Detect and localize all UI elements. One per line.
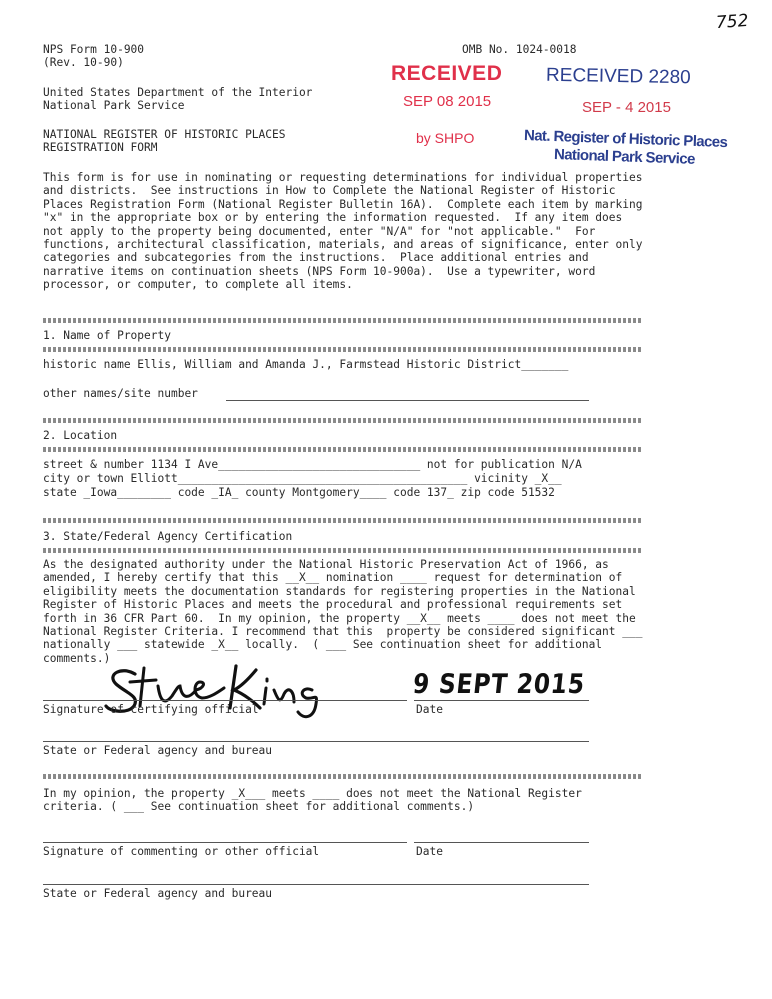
signature-label: Signature of certifying official	[43, 703, 259, 716]
register-title: NATIONAL REGISTER OF HISTORIC PLACES	[43, 128, 286, 141]
certification-paragraph	[43, 558, 642, 665]
certification-line: amended, I hereby certify that this __X__ nomination ____ request for determination of	[43, 571, 623, 585]
certification-line: National Register Criteria. I recommend that this property be considered significant ___	[43, 625, 643, 639]
section2-heading: 2. Location	[43, 429, 118, 442]
nps-stamp-line1: Nat. Register of Historic Places	[523, 127, 728, 152]
section-divider	[43, 418, 643, 423]
section-divider	[43, 318, 643, 323]
instructions-line: processor, or computer, to complete all items.	[43, 278, 353, 292]
instructions-line: narrative items on continuation sheets (NPS Form 10-900a). Use a typewriter, word	[43, 264, 596, 278]
state-field: state _Iowa________ code _IA_ county Montgomery____ code 137_ zip code 51532	[43, 486, 555, 499]
opinion-paragraph	[43, 787, 582, 814]
certification-line: forth in 36 CFR Part 60. In my opinion, the property __X__ meets ____ does not meet the	[43, 611, 636, 625]
certification-line: eligibility meets the documentation standards for registering properties in the National	[43, 584, 636, 598]
instructions-line: categories and subcategories from the instructions. Place additional entries and	[43, 251, 589, 265]
instructions-line: not apply to the property being documented, enter "N/A" for "not applicable." For	[43, 224, 596, 238]
date-label: Date	[416, 703, 443, 716]
agency-line-2	[43, 884, 589, 885]
agency-line	[43, 741, 589, 742]
agency-label: State or Federal agency and bureau	[43, 744, 273, 757]
nps-stamp-title: RECEIVED 2280	[545, 64, 691, 89]
form-revision: (Rev. 10-90)	[43, 56, 124, 69]
shpo-stamp-date: SEP 08 2015	[403, 93, 492, 110]
section-divider	[43, 774, 643, 779]
certifying-date-handwritten: 9 SEPT 2015	[411, 669, 587, 700]
shpo-stamp-title: RECEIVED	[391, 62, 503, 85]
instructions-line: and districts. See instructions in How to Complete the National Register of Historic	[43, 184, 616, 198]
section1-heading: 1. Name of Property	[43, 329, 171, 342]
commenting-date-label: Date	[416, 845, 443, 858]
shpo-stamp-by: by SHPO	[416, 130, 475, 146]
nps-stamp-date: SEP - 4 2015	[582, 99, 671, 116]
instructions-line: This form is for use in nominating or requesting determinations for individual properties	[43, 171, 643, 184]
service: National Park Service	[43, 99, 185, 112]
instructions-paragraph	[43, 171, 642, 292]
certification-line: comments.)	[43, 651, 111, 665]
department: United States Department of the Interior	[43, 86, 313, 99]
commenting-signature-line	[43, 842, 407, 843]
other-names-line	[226, 400, 589, 401]
historic-name-field: historic name Ellis, William and Amanda J., Farmstead Historic District_______	[43, 358, 569, 371]
section-divider	[43, 347, 643, 352]
agency-label-2: State or Federal agency and bureau	[43, 887, 273, 900]
form-id: NPS Form 10-900	[43, 43, 145, 56]
opinion-line: In my opinion, the property _X___ meets ____ does not meet the National Register	[43, 787, 582, 800]
section3-heading: 3. State/Federal Agency Certification	[43, 530, 293, 543]
certification-line: nationally ___ statewide _X__ locally. ( ___ See continuation sheet for additional	[43, 638, 603, 652]
omb-number: OMB No. 1024-0018	[462, 43, 577, 56]
page-number: 752	[715, 10, 750, 34]
section-divider	[43, 518, 643, 523]
date-line	[414, 700, 589, 701]
instructions-line: "x" in the appropriate box or by entering the information requested. If any item does	[43, 211, 623, 225]
certification-line: Register of Historic Places and meets the procedural and professional requirements set	[43, 598, 623, 612]
commenting-date-line	[414, 842, 589, 843]
commenting-signature-label: Signature of commenting or other official	[43, 845, 320, 858]
opinion-line: criteria. ( ___ See continuation sheet for additional comments.)	[43, 800, 475, 814]
section-divider	[43, 548, 643, 553]
street-field: street & number 1134 I Ave______________________________ not for publication N/A	[43, 458, 582, 471]
certification-line: As the designated authority under the National Historic Preservation Act of 1966, as	[43, 558, 609, 571]
section-divider	[43, 447, 643, 452]
signature-line	[43, 700, 407, 701]
instructions-line: functions, architectural classification, materials, and areas of significance, enter only	[43, 238, 643, 252]
other-names-label: other names/site number	[43, 387, 198, 400]
form-name: REGISTRATION FORM	[43, 141, 158, 154]
instructions-line: Places Registration Form (National Register Bulletin 16A). Complete each item by marking	[43, 197, 643, 211]
city-field: city or town Elliott___________________________________________ vicinity _X__	[43, 472, 562, 485]
nps-stamp-line2: National Park Service	[553, 146, 696, 168]
